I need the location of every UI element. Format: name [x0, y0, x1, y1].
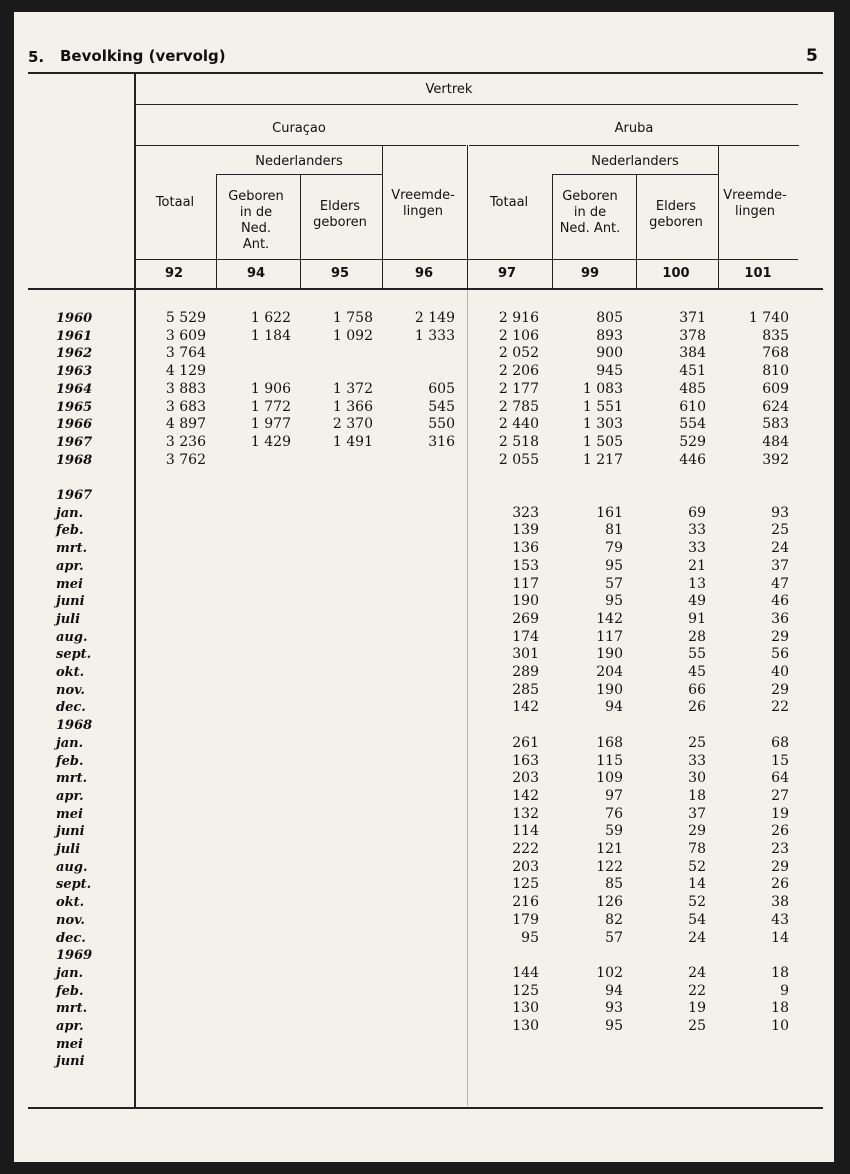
table-cell: 22: [688, 983, 706, 999]
table-cell: 56: [771, 646, 789, 662]
body-top-rule: [28, 288, 823, 290]
table-cell: 97: [605, 788, 623, 804]
table-cell: 117: [596, 629, 623, 645]
table-cell: 26: [771, 823, 789, 839]
table-cell: 768: [762, 345, 789, 361]
table-cell: 190: [512, 593, 539, 609]
table-cell: 3 764: [165, 345, 206, 361]
table-cell: 2 518: [498, 434, 539, 450]
table-cell: 1 740: [748, 310, 789, 326]
row-label: 1966: [56, 417, 93, 432]
page-number: 5: [806, 46, 818, 66]
table-cell: 3 883: [165, 381, 206, 397]
table-cell: 316: [428, 434, 455, 450]
table-cell: 115: [596, 753, 623, 769]
table-cell: 95: [605, 1018, 623, 1034]
col-divider: [718, 145, 719, 288]
table-cell: 28: [688, 629, 706, 645]
row-label: mrt.: [56, 771, 88, 786]
table-cell: 93: [605, 1000, 623, 1016]
table-cell: 378: [679, 328, 706, 344]
row-label: nov.: [56, 683, 85, 698]
table-cell: 4 897: [165, 416, 206, 432]
table-cell: 529: [679, 434, 706, 450]
table-cell: 76: [605, 806, 623, 822]
table-cell: 136: [512, 540, 539, 556]
row-label: 1967: [56, 488, 93, 503]
row-label: nov.: [56, 913, 85, 928]
table-cell: 5 529: [165, 310, 206, 326]
island-rule-aruba: [469, 145, 799, 146]
table-cell: 93: [771, 505, 789, 521]
table-cell: 94: [605, 699, 623, 715]
table-cell: 29: [771, 629, 789, 645]
table-cell: 451: [679, 363, 706, 379]
table-cell: 24: [688, 930, 706, 946]
table-cell: 122: [596, 859, 623, 875]
table-cell: 2 370: [332, 416, 373, 432]
table-cell: 289: [512, 664, 539, 680]
table-cell: 43: [771, 912, 789, 928]
col-header-curacao-totaal: Totaal: [155, 195, 195, 210]
table-cell: 15: [771, 753, 789, 769]
table-cell: 57: [605, 930, 623, 946]
table-cell: 2 785: [498, 399, 539, 415]
table-cell: 1 372: [332, 381, 373, 397]
table-cell: 1 977: [250, 416, 291, 432]
table-cell: 25: [771, 522, 789, 538]
table-cell: 33: [688, 522, 706, 538]
table-cell: 163: [512, 753, 539, 769]
table-cell: 126: [596, 894, 623, 910]
table-cell: 9: [780, 983, 789, 999]
island-aruba: Aruba: [614, 121, 654, 136]
table-cell: 130: [512, 1018, 539, 1034]
table-cell: 392: [762, 452, 789, 468]
row-label: dec.: [56, 931, 86, 946]
table-cell: 2 149: [414, 310, 455, 326]
subgroup-rule-curacao: [216, 174, 382, 175]
table-cell: 130: [512, 1000, 539, 1016]
table-cell: 37: [771, 558, 789, 574]
table-cell: 545: [428, 399, 455, 415]
table-cell: 29: [771, 859, 789, 875]
table-cell: 605: [428, 381, 455, 397]
table-cell: 446: [679, 452, 706, 468]
table-cell: 27: [771, 788, 789, 804]
table-cell: 1 184: [250, 328, 291, 344]
table-cell: 66: [688, 682, 706, 698]
table-cell: 269: [512, 611, 539, 627]
row-label: apr.: [56, 559, 84, 574]
table-cell: 125: [512, 876, 539, 892]
row-label: 1965: [56, 400, 93, 415]
col-header-aruba-vreemdelingen: Vreemde-lingen: [723, 188, 787, 219]
table-cell: 142: [512, 699, 539, 715]
row-label: mrt.: [56, 541, 88, 556]
island-rule-curacao: [136, 145, 466, 146]
document-page: [14, 12, 834, 1162]
col-divider: [300, 174, 301, 288]
table-cell: 2 106: [498, 328, 539, 344]
subgroup-rule-aruba: [552, 174, 718, 175]
table-cell: 33: [688, 753, 706, 769]
table-cell: 1 083: [582, 381, 623, 397]
row-label: juni: [56, 594, 85, 609]
row-label: okt.: [56, 895, 85, 910]
table-cell: 2 055: [498, 452, 539, 468]
table-cell: 1 333: [414, 328, 455, 344]
group-title: Vertrek: [425, 82, 473, 97]
table-cell: 38: [771, 894, 789, 910]
table-cell: 624: [762, 399, 789, 415]
subgroup-curacao: Nederlanders: [255, 154, 343, 169]
row-label: juli: [56, 612, 81, 627]
table-cell: 1 622: [250, 310, 291, 326]
table-cell: 810: [762, 363, 789, 379]
table-cell: 117: [512, 576, 539, 592]
row-label: okt.: [56, 665, 85, 680]
table-cell: 26: [771, 876, 789, 892]
table-cell: 3 762: [165, 452, 206, 468]
table-cell: 2 177: [498, 381, 539, 397]
table-cell: 13: [688, 576, 706, 592]
table-cell: 114: [512, 823, 539, 839]
table-cell: 10: [771, 1018, 789, 1034]
col-divider: [636, 174, 637, 288]
table-cell: 52: [688, 894, 706, 910]
table-cell: 85: [605, 876, 623, 892]
top-rule: [28, 72, 823, 74]
row-label: feb.: [56, 523, 84, 538]
table-cell: 174: [512, 629, 539, 645]
table-cell: 52: [688, 859, 706, 875]
table-cell: 132: [512, 806, 539, 822]
table-cell: 121: [596, 841, 623, 857]
table-cell: 24: [688, 965, 706, 981]
table-cell: 54: [688, 912, 706, 928]
table-cell: 900: [596, 345, 623, 361]
col-number: 97: [497, 266, 517, 281]
row-label: apr.: [56, 1019, 84, 1034]
table-cell: 3 683: [165, 399, 206, 415]
table-cell: 1 505: [582, 434, 623, 450]
table-cell: 109: [596, 770, 623, 786]
row-label: dec.: [56, 700, 86, 715]
row-label: 1969: [56, 948, 93, 963]
row-label: 1962: [56, 346, 93, 361]
table-cell: 46: [771, 593, 789, 609]
table-cell: 29: [771, 682, 789, 698]
table-cell: 1 217: [582, 452, 623, 468]
col-divider: [467, 145, 468, 288]
row-label: 1960: [56, 311, 93, 326]
table-cell: 69: [688, 505, 706, 521]
table-cell: 23: [771, 841, 789, 857]
row-label: juni: [56, 824, 85, 839]
table-cell: 3 236: [165, 434, 206, 450]
row-label: 1968: [56, 453, 93, 468]
table-cell: 30: [688, 770, 706, 786]
table-cell: 2 206: [498, 363, 539, 379]
table-cell: 37: [688, 806, 706, 822]
table-cell: 261: [512, 735, 539, 751]
table-cell: 4 129: [165, 363, 206, 379]
col-number: 92: [164, 266, 184, 281]
table-cell: 1 429: [250, 434, 291, 450]
table-cell: 1 303: [582, 416, 623, 432]
table-cell: 94: [605, 983, 623, 999]
table-cell: 371: [679, 310, 706, 326]
col-number: 96: [414, 266, 434, 281]
row-label: jan.: [56, 736, 84, 751]
group-rule: [136, 104, 798, 105]
table-cell: 95: [605, 593, 623, 609]
table-cell: 1 491: [332, 434, 373, 450]
row-label: juni: [56, 1054, 85, 1069]
table-cell: 125: [512, 983, 539, 999]
table-cell: 301: [512, 646, 539, 662]
island-curacao: Curaçao: [272, 121, 326, 136]
table-cell: 19: [771, 806, 789, 822]
table-cell: 1 366: [332, 399, 373, 415]
row-label: mrt.: [56, 1001, 88, 1016]
col-number: 100: [662, 266, 690, 281]
table-cell: 18: [771, 965, 789, 981]
col-number: 95: [330, 266, 350, 281]
row-label: apr.: [56, 789, 84, 804]
table-cell: 78: [688, 841, 706, 857]
row-label: 1968: [56, 718, 93, 733]
table-cell: 95: [521, 930, 539, 946]
table-cell: 40: [771, 664, 789, 680]
table-cell: 25: [688, 1018, 706, 1034]
table-cell: 21: [688, 558, 706, 574]
table-cell: 222: [512, 841, 539, 857]
table-cell: 55: [688, 646, 706, 662]
col-header-curacao-vreemdelingen: Vreemde-lingen: [391, 188, 455, 219]
row-label: 1963: [56, 364, 93, 379]
table-cell: 14: [688, 876, 706, 892]
row-label: mei: [56, 807, 83, 822]
table-cell: 36: [771, 611, 789, 627]
row-label: 1964: [56, 382, 93, 397]
table-cell: 583: [762, 416, 789, 432]
table-cell: 153: [512, 558, 539, 574]
table-cell: 57: [605, 576, 623, 592]
table-cell: 29: [688, 823, 706, 839]
row-label: feb.: [56, 984, 84, 999]
table-cell: 2 052: [498, 345, 539, 361]
table-cell: 22: [771, 699, 789, 715]
row-label: sept.: [56, 877, 92, 892]
table-cell: 1 772: [250, 399, 291, 415]
table-cell: 45: [688, 664, 706, 680]
table-cell: 384: [679, 345, 706, 361]
table-cell: 91: [688, 611, 706, 627]
table-cell: 1 092: [332, 328, 373, 344]
table-cell: 142: [512, 788, 539, 804]
col-number: 94: [246, 266, 266, 281]
table-cell: 47: [771, 576, 789, 592]
row-label: 1967: [56, 435, 93, 450]
table-cell: 68: [771, 735, 789, 751]
table-cell: 24: [771, 540, 789, 556]
row-label: juli: [56, 842, 81, 857]
table-cell: 79: [605, 540, 623, 556]
table-cell: 144: [512, 965, 539, 981]
table-cell: 59: [605, 823, 623, 839]
stub-divider: [134, 74, 136, 1107]
table-cell: 323: [512, 505, 539, 521]
table-cell: 216: [512, 894, 539, 910]
table-cell: 19: [688, 1000, 706, 1016]
row-label: aug.: [56, 860, 88, 875]
table-cell: 18: [771, 1000, 789, 1016]
table-cell: 1 906: [250, 381, 291, 397]
table-cell: 168: [596, 735, 623, 751]
table-cell: 945: [596, 363, 623, 379]
col-header-aruba-totaal: Totaal: [489, 195, 529, 210]
table-cell: 179: [512, 912, 539, 928]
table-cell: 1 758: [332, 310, 373, 326]
table-cell: 190: [596, 682, 623, 698]
table-cell: 3 609: [165, 328, 206, 344]
row-label: 1961: [56, 329, 93, 344]
table-cell: 14: [771, 930, 789, 946]
col-header-curacao-elders: Elders geboren: [313, 199, 367, 230]
table-cell: 25: [688, 735, 706, 751]
table-cell: 95: [605, 558, 623, 574]
row-label: mei: [56, 577, 83, 592]
table-cell: 161: [596, 505, 623, 521]
table-cell: 484: [762, 434, 789, 450]
table-cell: 550: [428, 416, 455, 432]
col-header-aruba-elders: Elders geboren: [649, 199, 703, 230]
row-label: aug.: [56, 630, 88, 645]
table-cell: 190: [596, 646, 623, 662]
table-cell: 610: [679, 399, 706, 415]
table-cell: 554: [679, 416, 706, 432]
col-number: 99: [580, 266, 600, 281]
subgroup-aruba: Nederlanders: [591, 154, 679, 169]
table-cell: 49: [688, 593, 706, 609]
table-cell: 142: [596, 611, 623, 627]
table-cell: 18: [688, 788, 706, 804]
table-cell: 835: [762, 328, 789, 344]
col-divider: [382, 145, 383, 288]
table-cell: 285: [512, 682, 539, 698]
table-cell: 485: [679, 381, 706, 397]
col-divider: [552, 174, 553, 288]
row-label: feb.: [56, 754, 84, 769]
table-cell: 139: [512, 522, 539, 538]
bottom-rule: [28, 1107, 823, 1109]
table-cell: 204: [596, 664, 623, 680]
table-cell: 609: [762, 381, 789, 397]
table-cell: 82: [605, 912, 623, 928]
col-header-aruba-geboren: Geboren in de Ned. Ant.: [559, 189, 621, 236]
col-divider-body: [467, 288, 468, 1106]
table-cell: 203: [512, 770, 539, 786]
col-number: 101: [744, 266, 772, 281]
table-cell: 1 551: [582, 399, 623, 415]
col-header-curacao-geboren: Geboren in de Ned. Ant.: [228, 189, 284, 252]
table-cell: 203: [512, 859, 539, 875]
table-cell: 81: [605, 522, 623, 538]
table-cell: 33: [688, 540, 706, 556]
row-label: jan.: [56, 966, 84, 981]
section-title: Bevolking (vervolg): [60, 47, 226, 65]
table-cell: 2 916: [498, 310, 539, 326]
table-cell: 893: [596, 328, 623, 344]
col-divider: [216, 174, 217, 288]
row-label: mei: [56, 1037, 83, 1052]
table-cell: 2 440: [498, 416, 539, 432]
table-cell: 26: [688, 699, 706, 715]
row-label: jan.: [56, 506, 84, 521]
row-label: sept.: [56, 647, 92, 662]
table-cell: 102: [596, 965, 623, 981]
section-number: 5.: [28, 48, 45, 66]
table-cell: 64: [771, 770, 789, 786]
table-cell: 805: [596, 310, 623, 326]
